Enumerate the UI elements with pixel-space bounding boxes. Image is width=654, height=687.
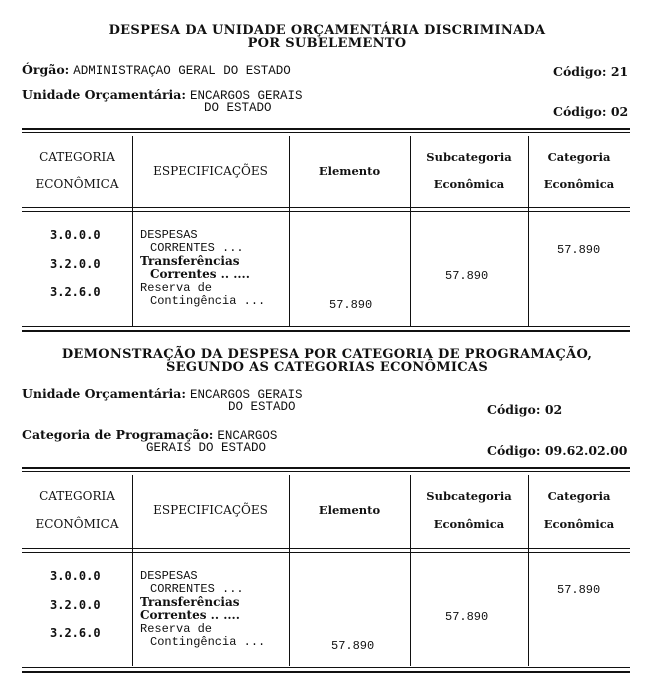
t2-col-sep-1 bbox=[132, 475, 133, 666]
t1-h-categoria2-line1: Categoria bbox=[547, 150, 611, 164]
table2-top-rule-thin bbox=[22, 471, 630, 472]
t2-spec-1b: CORRENTES ... bbox=[150, 582, 244, 596]
t2-h-especificacoes: ESPECIFICAÇÕES bbox=[153, 503, 268, 517]
t1-spec-3b: Contingência ... bbox=[150, 294, 266, 308]
section2-title-line1: DEMONSTRAÇÃO DA DESPESA POR CATEGORIA DE PROGRAMAÇÃO, bbox=[61, 347, 593, 362]
unidade-codigo-row bbox=[553, 104, 628, 119]
unidade-codigo-label: Código: bbox=[553, 104, 607, 119]
unidade-codigo: 02 bbox=[610, 104, 629, 119]
t1-h-subcategoria-line1: Subcategoria bbox=[426, 150, 512, 164]
t2-h-categoria2-line1: Categoria bbox=[547, 489, 611, 503]
t1-spec-3a: Reserva de bbox=[140, 281, 213, 295]
t2-h-categoria-line1: CATEGORIA bbox=[39, 489, 115, 503]
t2-h-categoria-line2: ECONÔMICA bbox=[35, 517, 119, 531]
t1-h-categoria-line2: ECONÔMICA bbox=[35, 177, 119, 191]
t1-h-categoria2-line2: Econômica bbox=[543, 177, 615, 191]
s2-unidade-codigo-label: Código: bbox=[487, 402, 541, 417]
t1-col-sep-2 bbox=[289, 136, 290, 326]
s2-unidade-value-line2: DO ESTADO bbox=[228, 400, 296, 414]
t2-elemento-value: 57.890 bbox=[331, 639, 375, 653]
t1-spec-1a: DESPESAS bbox=[140, 228, 198, 242]
table2-header-rule bbox=[22, 548, 630, 549]
t2-code-3: 3.2.6.0 bbox=[50, 626, 101, 640]
t1-categoria-value: 57.890 bbox=[557, 243, 601, 257]
t1-subcategoria-value: 57.890 bbox=[445, 269, 489, 283]
t1-h-elemento: Elemento bbox=[318, 164, 381, 178]
t2-spec-2b: Correntes .. .... bbox=[140, 608, 240, 622]
t2-col-sep-4 bbox=[528, 475, 529, 666]
t2-col-sep-2 bbox=[289, 475, 290, 666]
s2-prog-codigo: 09.62.02.00 bbox=[544, 443, 628, 458]
s2-unidade-codigo-row bbox=[487, 402, 562, 417]
table1-top-rule bbox=[22, 128, 630, 130]
unidade-value-line2: DO ESTADO bbox=[204, 101, 272, 115]
orgao-row bbox=[22, 63, 291, 78]
table1-header-rule bbox=[22, 207, 630, 208]
t1-h-categoria-line1: CATEGORIA bbox=[39, 150, 115, 164]
t1-elemento-value: 57.890 bbox=[329, 298, 373, 312]
orgao-codigo-row bbox=[553, 64, 628, 79]
orgao-value: ADMINISTRAÇAO GERAL DO ESTADO bbox=[73, 64, 291, 78]
t2-spec-3b: Contingência ... bbox=[150, 635, 266, 649]
t2-spec-1a: DESPESAS bbox=[140, 569, 198, 583]
t2-code-2: 3.2.0.0 bbox=[50, 598, 101, 612]
t1-col-sep-4 bbox=[528, 136, 529, 326]
s2-prog-value-line1: ENCARGOS bbox=[217, 429, 278, 443]
table2-top-rule bbox=[22, 467, 630, 469]
t2-col-sep-3 bbox=[410, 475, 411, 666]
orgao-codigo-label: Código: bbox=[553, 64, 607, 79]
table1-header-rule-2 bbox=[22, 211, 630, 212]
t2-code-1: 3.0.0.0 bbox=[50, 569, 101, 583]
s2-unidade-label: Unidade Orçamentária: bbox=[22, 386, 186, 401]
t1-h-subcategoria-line2: Econômica bbox=[433, 177, 505, 191]
unidade-value-line1: ENCARGOS GERAIS bbox=[189, 89, 303, 103]
s2-unidade-value-line1: ENCARGOS GERAIS bbox=[189, 388, 303, 402]
s2-prog-codigo-row bbox=[487, 443, 627, 458]
table1-bottom-rule bbox=[22, 330, 630, 332]
t2-spec-2a: Transferências bbox=[140, 595, 240, 609]
t1-col-sep-3 bbox=[410, 136, 411, 326]
table2-bottom-rule bbox=[22, 671, 630, 673]
table1-bottom-rule-thin bbox=[22, 326, 630, 327]
t1-spec-2a: Transferências bbox=[140, 254, 240, 268]
unidade-label: Unidade Orçamentária: bbox=[22, 87, 186, 102]
s2-prog-value-line2: GERAIS DO ESTADO bbox=[146, 441, 267, 455]
t1-code-2: 3.2.0.0 bbox=[50, 257, 101, 271]
s2-prog-label: Categoria de Programação: bbox=[22, 427, 214, 442]
t1-code-3: 3.2.6.0 bbox=[50, 285, 101, 299]
orgao-label: Órgão: bbox=[22, 62, 70, 77]
t1-code-1: 3.0.0.0 bbox=[50, 228, 101, 242]
t2-spec-3a: Reserva de bbox=[140, 622, 213, 636]
section2-title-line2: SEGUNDO AS CATEGORIAS ECONÔMICAS bbox=[165, 360, 489, 375]
section1-title-line2: POR SUBELEMENTO bbox=[247, 36, 407, 51]
s2-unidade-codigo: 02 bbox=[544, 402, 563, 417]
t1-spec-2b: Correntes .. .... bbox=[150, 267, 250, 281]
t2-h-subcategoria-line1: Subcategoria bbox=[426, 489, 512, 503]
table2-header-rule-2 bbox=[22, 552, 630, 553]
table1-top-rule-thin bbox=[22, 132, 630, 133]
section1-title-line1: DESPESA DA UNIDADE ORÇAMENTÁRIA DISCRIMINADA bbox=[108, 23, 546, 38]
t2-h-subcategoria-line2: Econômica bbox=[433, 517, 505, 531]
t1-col-sep-1 bbox=[132, 136, 133, 326]
t2-categoria-value: 57.890 bbox=[557, 583, 601, 597]
table2-bottom-rule-thin bbox=[22, 667, 630, 668]
t1-spec-1b: CORRENTES ... bbox=[150, 241, 244, 255]
s2-prog-codigo-label: Código: bbox=[487, 443, 541, 458]
orgao-codigo: 21 bbox=[610, 64, 629, 79]
t1-h-especificacoes: ESPECIFICAÇÕES bbox=[153, 164, 268, 178]
t2-subcategoria-value: 57.890 bbox=[445, 610, 489, 624]
t2-h-categoria2-line2: Econômica bbox=[543, 517, 615, 531]
t2-h-elemento: Elemento bbox=[318, 503, 381, 517]
